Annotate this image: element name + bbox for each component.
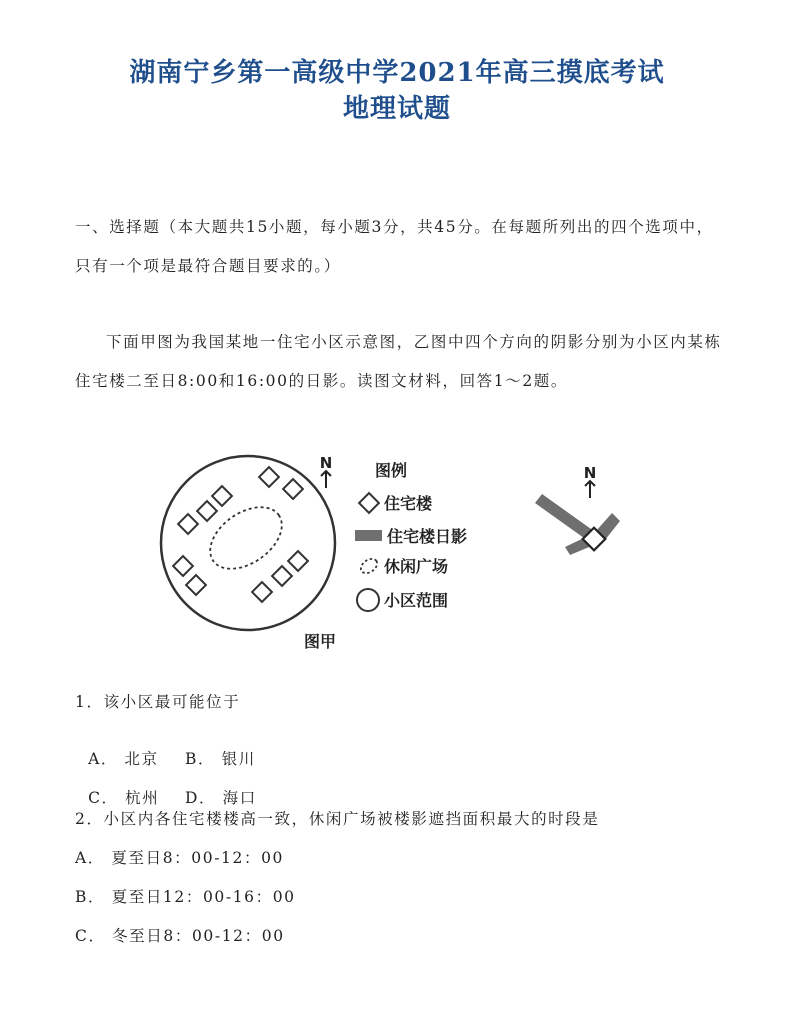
north-arrow-a	[320, 454, 333, 488]
question-1-options-row1	[75, 729, 256, 769]
north-label: N	[319, 454, 333, 472]
north-arrow-b	[584, 464, 597, 498]
option-b[interactable]: B． 银川	[185, 750, 256, 768]
building	[252, 582, 272, 602]
building	[259, 467, 279, 487]
legend-item-boundary: 小区范围	[384, 591, 449, 610]
building	[178, 514, 198, 534]
legend-boundary-icon	[357, 589, 379, 611]
building	[212, 486, 232, 506]
option-a[interactable]: A． 北京	[88, 750, 159, 768]
building	[173, 556, 193, 576]
figure-b	[535, 464, 620, 555]
option-d[interactable]: D． 海口	[185, 789, 257, 807]
building	[288, 551, 308, 571]
building	[272, 566, 292, 586]
material-text: 下面甲图为我国某地一住宅小区示意图，乙图中四个方向的阴影分别为小区内某栋住宅楼二至日8:00和16:00的日影。读图文材料，回答1～2题。	[75, 333, 722, 390]
section-instructions: 一、选择题（本大题共15小题，每小题3分，共45分。在每题所列出的四个选项中，只有一个项是最符合题目要求的。）	[75, 218, 714, 275]
legend-item-building: 住宅楼	[384, 494, 433, 513]
page-title: 湖南宁乡第一高级中学2021年高三摸底考试	[129, 58, 665, 88]
north-label: N	[583, 464, 597, 482]
question-1-options-row2	[75, 768, 257, 808]
community-boundary	[161, 456, 335, 630]
option-b[interactable]: B． 夏至日12：00-16：00	[75, 888, 296, 906]
building-shadows	[535, 494, 620, 555]
building	[283, 479, 303, 499]
building	[186, 575, 206, 595]
figure-diagram	[0, 448, 794, 678]
legend-building-icon	[359, 493, 379, 513]
legend	[355, 461, 467, 611]
legend-title: 图例	[375, 461, 408, 480]
building	[197, 501, 217, 521]
legend-item-shadow: 住宅楼日影	[387, 527, 468, 546]
legend-item-plaza: 休闲广场	[384, 557, 449, 576]
option-a[interactable]: A． 夏至日8：00-12：00	[75, 849, 284, 867]
figure-caption-a: 图甲	[303, 632, 337, 651]
option-c[interactable]: C． 杭州	[88, 789, 160, 807]
residential-buildings	[173, 467, 308, 602]
question-1-stem: 1．该小区最可能位于	[75, 693, 241, 711]
legend-plaza-icon	[358, 556, 380, 576]
page-subtitle: 地理试题	[342, 94, 451, 124]
legend-shadow-icon	[355, 530, 382, 541]
question-2-stem: 2．小区内各住宅楼楼高一致，休闲广场被楼影遮挡面积最大的时段是	[75, 810, 600, 828]
option-c[interactable]: C． 冬至日8：00-12：00	[75, 927, 285, 945]
